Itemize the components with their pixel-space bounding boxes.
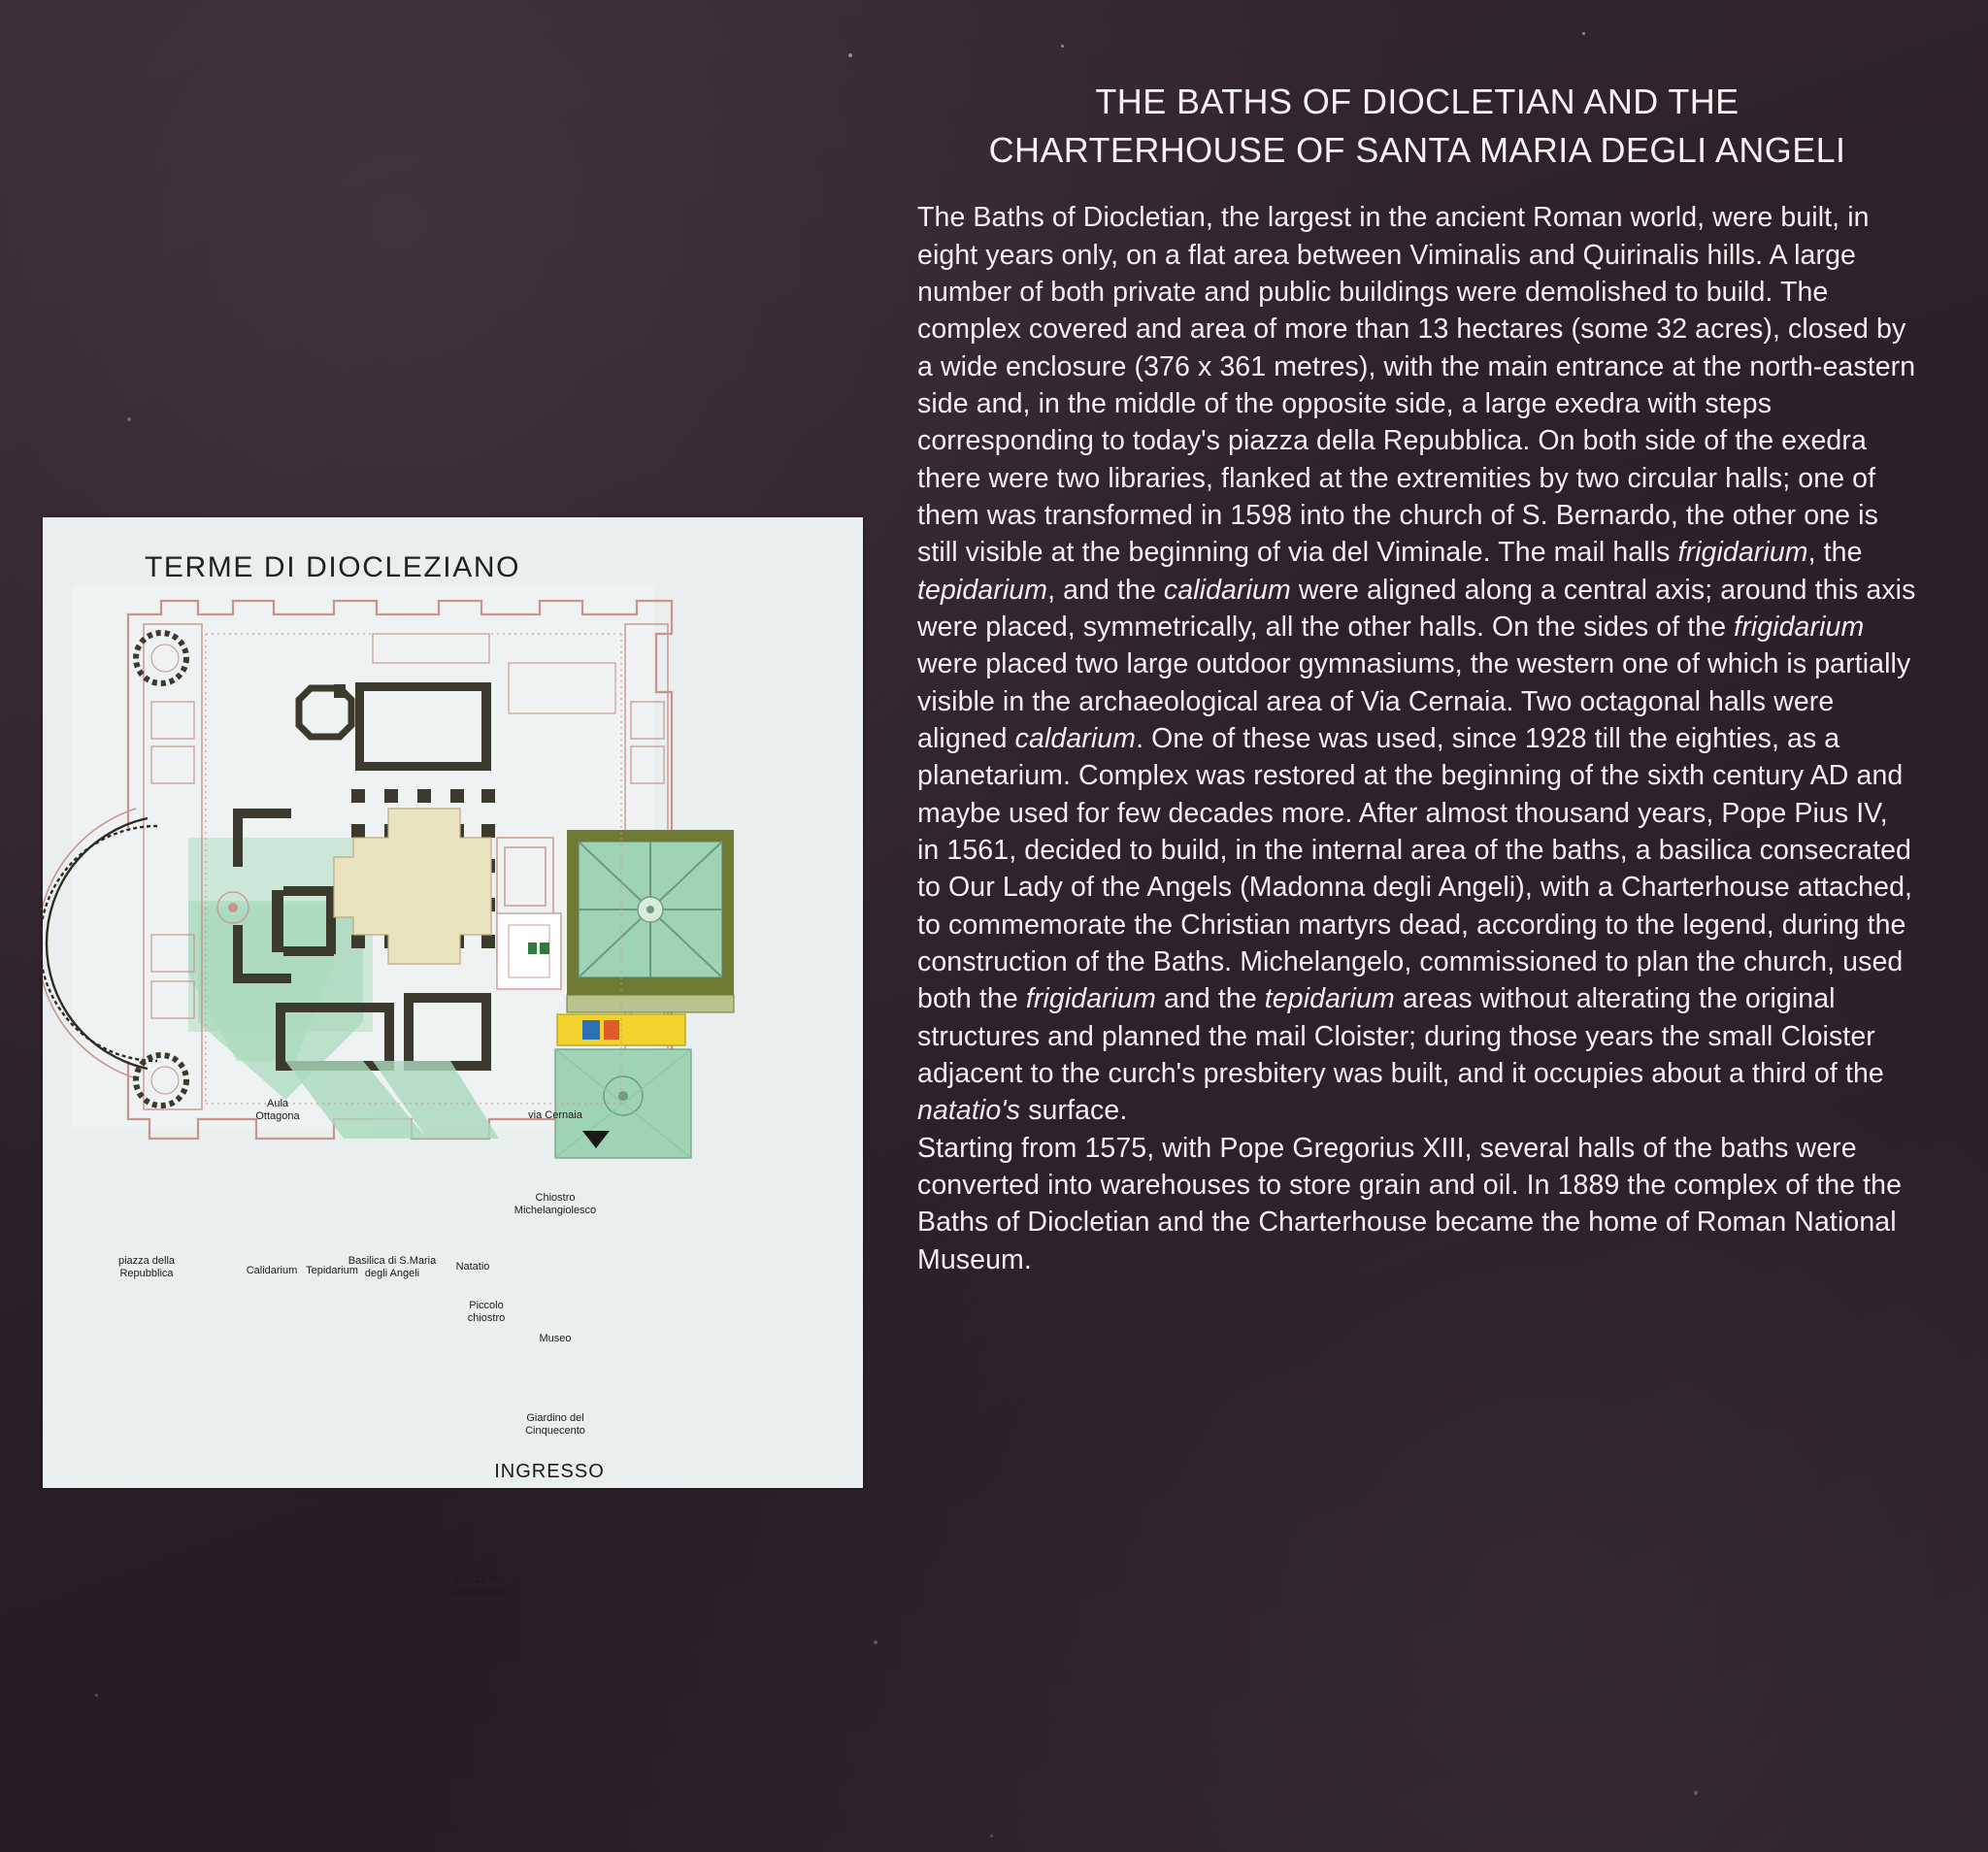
term-calidarium: calidarium [1163, 574, 1291, 606]
map-label-ingresso: INGRESSO [494, 1461, 605, 1482]
heading-line-1: THE BATHS OF DIOCLETIAN AND THE [1095, 82, 1740, 121]
dust-speck [1694, 1791, 1698, 1795]
term-frigidarium: frigidarium [1677, 537, 1808, 569]
map-label-tepidarium: Tepidarium [306, 1265, 358, 1276]
site-plan-plate [43, 517, 863, 1598]
text-column [917, 78, 1917, 1278]
body-paragraph-2: Starting from 1575, with Pope Gregorius XIII, several halls of the baths were converted into warehouses to store grain and oil. In 1889 the complex of the the Baths of Diocletian and the Charterhouse became the home of Roman National Museum. [917, 1132, 1903, 1275]
term-frigidarium-3: frigidarium [1025, 983, 1156, 1015]
p1-part-c: , and the [1047, 574, 1164, 606]
p1-part-f: . One of these was used, since 1928 till the eighties, as a planetarium. Complex was restored at the beginning of the sixth century AD and maybe used for few decades more. After almost thousand years, Pope Pius IV, in 1561, decided to build, in the internal area of the baths, a basilica consecrated to Our Lady of the Angels (Madonna degli Angeli), with a Charterhouse attached, to commemorate the Christian martyrs dead, according to the legend, during the construction of the Baths. Michelangelo, commissioned to plan the church, used both the [917, 722, 1913, 1015]
map-label-piccolo-chiostro: Piccolo chiostro [467, 1300, 506, 1324]
page-title [917, 78, 1917, 174]
map-label-piazza-dei-cinquecento: piazza dei Cinquecento [449, 1573, 510, 1598]
chiostro-michelangiolesco [567, 830, 734, 1012]
p1-part-d: were aligned along a central axis; around this axis were placed, symmetrically, all the other halls. On the sides of the [917, 574, 1916, 643]
dust-speck [990, 1835, 993, 1837]
map-label-chiostro-michelangiolesco: Chiostro Michelangiolesco [514, 1192, 597, 1216]
dust-speck [1582, 32, 1585, 35]
p1-part-h: areas without alterating the original structures and planned the mail Cloister; during those years the small Cloister adjacent to the curch's presbitery was built, and it occupies about a third of the [917, 983, 1884, 1089]
p1-part-i: surface. [1020, 1095, 1128, 1127]
entry-marker [528, 943, 537, 954]
body-paragraph-1 [917, 199, 1917, 1129]
dust-speck [127, 417, 131, 421]
term-caldarium: caldarium [1014, 722, 1137, 754]
map-label-via-cernaia: via Cernaia [528, 1109, 582, 1121]
p1-part-g: and the [1155, 983, 1265, 1015]
p1-part-a: The Baths of Diocletian, the largest in the ancient Roman world, were built, in eight years only, on a flat area between Viminalis and Quirinalis hills. A large number of both private and public buildings were demolished to build. The complex covered and area of more than 13 hectares (some 32 acres), closed by a wide enclosure (376 x 361 metres), with the main entrance at the north-eastern side and, in the middle of the opposite side, a large exedra with steps corresponding to today's piazza della Repubblica. On both side of the exedra there were two libraries, flanked at the extremities by two circular halls; one of them was transformed in 1598 into the church of S. Bernardo, the other one is still visible at the beginning of via del Viminale. The mail halls [917, 202, 1916, 569]
dust-speck [1061, 45, 1064, 48]
map-label-museo: Museo [539, 1333, 572, 1344]
map-label-piazza-della-repubblica: piazza della Repubblica [117, 1255, 176, 1279]
term-tepidarium: tepidarium [917, 574, 1048, 606]
site-plan-drawing [43, 517, 863, 1488]
map-label-calidarium: Calidarium [246, 1265, 298, 1276]
term-frigidarium-2: frigidarium [1734, 611, 1865, 643]
dust-speck [95, 1694, 98, 1697]
heading-line-2: CHARTERHOUSE OF SANTA MARIA DEGLI ANGELI [988, 129, 1846, 170]
map-label-aula-ottagona: Aula Ottagona [255, 1098, 300, 1122]
map-label-giardino-del-cinquecento: Giardino del Cinquecento [525, 1412, 585, 1437]
giardino-del-cinquecento [555, 1049, 691, 1158]
map-label-natatio: Natatio [455, 1261, 490, 1273]
dust-speck [848, 53, 852, 57]
dust-speck [874, 1640, 878, 1644]
term-tepidarium-2: tepidarium [1264, 983, 1395, 1015]
p1-part-e: were placed two large outdoor gymnasiums, the western one of which is partially visible in the archaeological area of Via Cernaia. Two octagonal halls were aligned [917, 648, 1911, 754]
entry-marker [540, 943, 549, 954]
p1-part-b: , the [1807, 537, 1863, 569]
map-label-basilica: Basilica di S.Maria degli Angeli [348, 1255, 437, 1279]
map-title: TERME DI DIOCLEZIANO [145, 551, 521, 583]
term-natatio: natatio's [917, 1095, 1021, 1127]
